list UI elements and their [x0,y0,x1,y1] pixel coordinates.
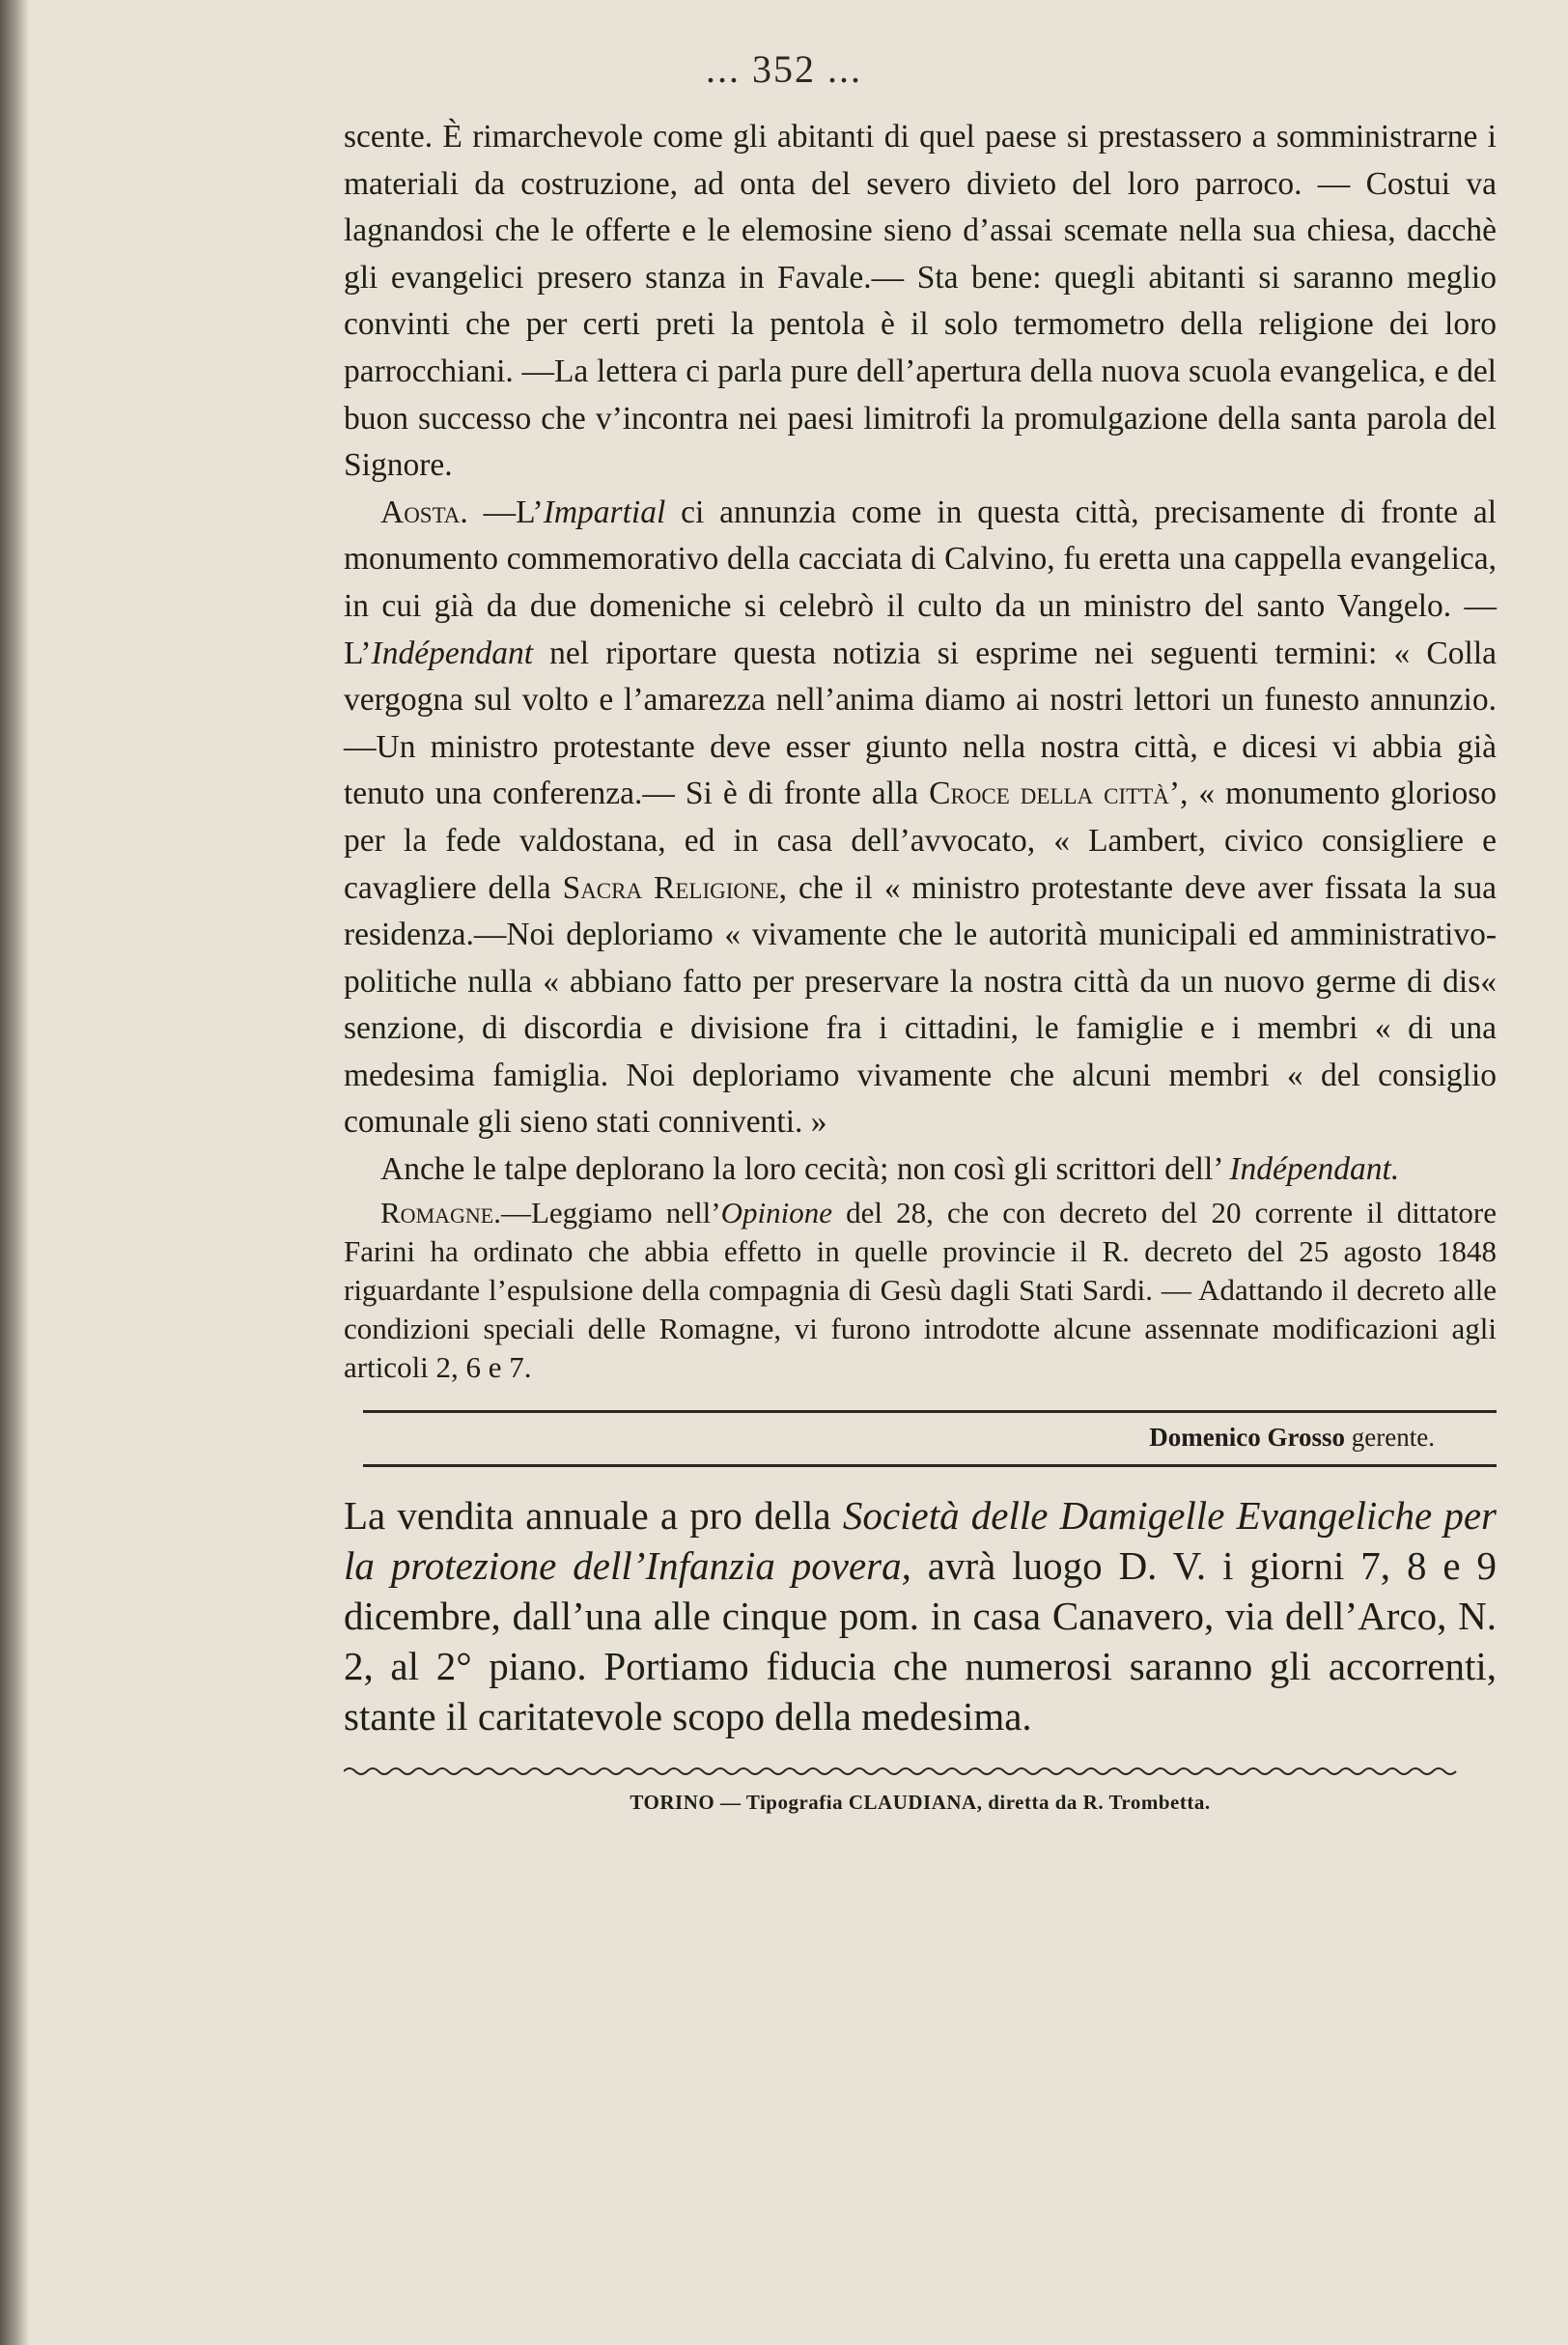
croce-della-citta: Croce della città [929,776,1169,812]
romagne-section [344,1194,1497,1387]
journal-opinione: Opinione [720,1195,832,1229]
journal-independant: Indépendant [371,635,533,671]
text-run: , che il « ministro protestante deve aver fissata la sua residenza.—Noi deploriamo « vivamente che le autorità municipali ed amministrativo-politiche nulla « abbiano fatto per preservare la nostra città da un nuovo germe di dis« senzione, di discordia e divisione fra i cittadini, le famiglie e i membri « di una medesima famiglia. Noi deploriamo vivamente che alcuni membri « del consiglio comunale gli sieno stati conniventi. » [344,869,1497,1141]
divider-rule [363,1464,1497,1467]
text-run: —Leggiamo nell’ [500,1195,721,1229]
place-aosta: Aosta. [380,494,468,530]
notice-announcement [344,1490,1497,1741]
article-body [344,114,1497,1194]
text-run: ’, « monumento glorioso per la fede valdostana, ed in casa dell’avvocato, « Lambert, civico consigliere e cavagliere della [344,776,1497,906]
text-run: —L’ [467,494,544,530]
printer-imprint: TORINO — Tipografia CLAUDIANA, diretta da R. Trombetta. [630,1790,1211,1814]
journal-impartial: Impartial [543,494,666,530]
signature-role: gerente. [1345,1422,1435,1452]
text-column [344,114,1497,1815]
paragraph-aosta [344,490,1497,1146]
paragraph-talpe [344,1146,1497,1194]
text-run: Anche le talpe deplorano la loro cecità; non così gli scrittori dell’ [380,1151,1230,1188]
wavy-ornament-rule [344,1765,1483,1778]
page-number: ... 352 ... [706,47,862,91]
text-run: del 28, che con decreto del 20 corrente il dittatore Farini ha ordinato che abbia effetto in quelle provincie il R. decreto del 25 agosto 1848 riguardante l’espulsione della compagnia di Gesù dagli Stati Sardi. — Adattando il decreto alle condizioni speciali delle Romagne, vi furono introdotte alcune assennate modificazioni agli articoli 2, 6 e 7. [344,1195,1497,1384]
signature-name: Domenico Grosso [1149,1422,1346,1452]
divider-rule [363,1410,1497,1413]
sacra-religione: Sacra Religione [562,869,779,906]
text-run: nel riportare questa notizia si esprime nei seguenti termini: « Colla vergogna sul volto e l’amarezza nell’anima diamo ai nostri lettori un funesto annunzio. —Un ministro protestante deve esser giunto nella nostra città, e dicesi vi abbia già tenuto una conferenza.— Si è di fronte alla [344,635,1497,812]
paragraph-romagne [344,1194,1497,1387]
text-run: ci annunzia come in questa città, precisamente di fronte al monumento commemorativo della cacciata di Calvino, fu eretta una cappella evangelica, in cui già da due domeniche si celebrò il culto da un ministro del santo Vangelo. —L’ [344,494,1498,671]
book-spine-shadow [0,0,29,2345]
signature [344,1423,1497,1453]
paragraph-favale: scente. È rimarchevole come gli abitanti di quel paese si prestassero a somministrarne i materiali da costruzione, ad onta del severo divieto del loro parroco. — Costui va lagnandosi che le offerte e le elemosine sieno d’assai scemate nella sua chiesa, dacchè gli evangelici presero stanza in Favale.— Sta bene: quegli abitanti si saranno meglio convinti che per certi preti la pentola è il solo termometro della religione dei loro parrocchiani. —La lettera ci parla pure dell’apertura della nuova scuola evangelica, e del buon successo che v’incontra nei paesi limitrofi la promulgazione della santa parola del Signore. [344,119,1497,484]
text-run: avrà luogo D. V. i giorni 7, 8 e 9 dicembre, dall’una alle cinque pom. in casa Canavero, via dell’Arco, N. 2, al 2° piano. Portiamo fiducia che numerosi saranno gli accorrenti, stante il caritatevole scopo della medesima. [344,1542,1497,1738]
text-run: La vendita annuale a pro della [344,1492,843,1538]
journal-independant: Indépendant. [1229,1151,1400,1188]
place-romagne: Romagne. [380,1195,501,1229]
society-name: Società delle Damigelle Evangeliche per la protezione dell’Infanzia povera, [344,1492,1497,1588]
